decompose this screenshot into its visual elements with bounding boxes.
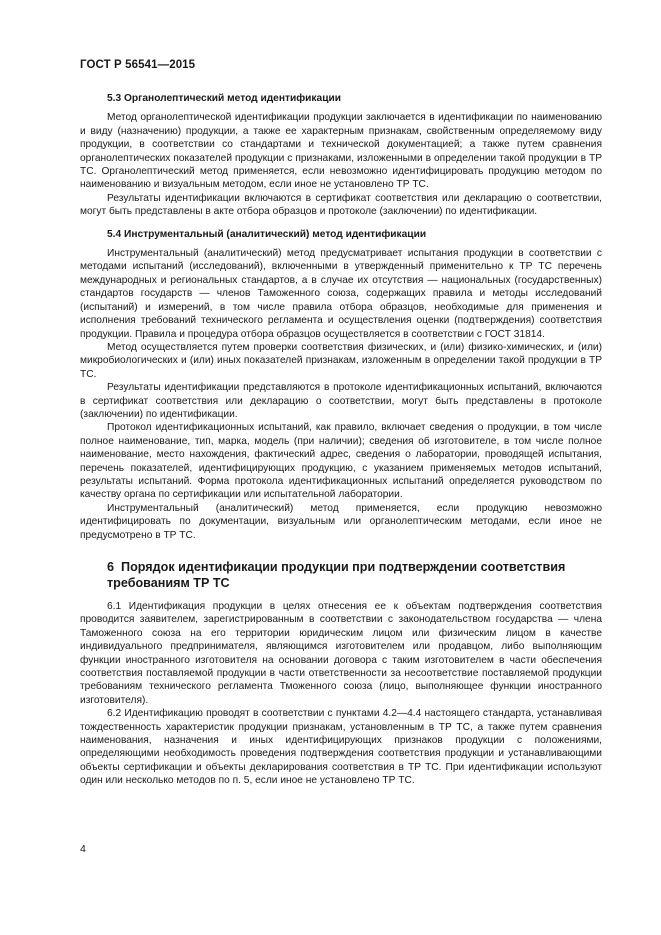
section-5-4-heading: 5.4 Инструментальный (аналитический) метод идентификации <box>107 228 427 240</box>
paragraph: Результаты идентификации включаются в сертификат соответствия или декларацию о соответствии, могут быть представлены в акте отбора образцов и протоколе (заключении) по идентификации. <box>80 192 602 218</box>
paragraph: Протокол идентификационных испытаний, как правило, включает сведения о продукции, в том числе полное наименование, тип, марка, модель (при наличии); сведения об изготовителе, в том числе полное наименование, место нахождения, фактический адрес, сведения о лаборатории, проводящей испытания, перечень показателей, идентифицирующих продукцию, с указанием применяемых методов испытаний, результаты испытаний. Форма протокола идентификационных испытаний определяется руководством по качеству органа по сертификации или испытательной лаборатории. <box>80 422 602 501</box>
paragraph: Инструментальный (аналитический) метод применяется, если продукцию невозможно идентифицировать по документации, визуальным или органолептическим методами, если иное не предусмотрено в ТР ТС. <box>80 502 602 541</box>
paragraph: Метод осуществляется путем проверки соответствия физических, и (или) физико-химических, и (или) микробиологических и (или) иных показателей признакам, изложенным в определении такой продукции в ТР ТС. <box>80 341 602 380</box>
paragraph: 6.1 Идентификация продукции в целях отнесения ее к объектам подтверждения соответствия проводится заявителем, зарегистрированным в соответствии с законодательством государства — члена Таможенного союза на его территории юридическим лицом или физическим лицом в качестве индивидуального предпринимателя, являющимся изготовителем или продавцом, либо выполняющим функции иностранного изготовителя на основании договора с таким изготовителем в части обеспечения соответствия поставляемой продукции в части ответственности за несоответствие поставляемой продукции требованиям технического регламента Тможенного союза (лицо, выполняющее функции иностранного изготовителя). <box>80 601 602 706</box>
section-6-heading <box>107 559 602 591</box>
document-standard-id: ГОСТ Р 56541—2015 <box>80 59 196 71</box>
paragraph: Метод органолептической идентификации продукции заключается в идентификации по наименованию и виду (назначению) продукции, а также ее характерным признакам, свойственным определяемому виду продукции, в соответствии со стандартами и технической документацией; а также путем сравнения органолептических показателей продукции с признаками, изложенными в определении такой продукции в ТР ТС. Органолептический метод применяется, если невозможно идентифицировать продукцию методом по наименованию и визуальным методом, если иное не установлено ТР ТС. <box>80 112 602 191</box>
paragraph: Результаты идентификации представляются в протоколе идентификационных испытаний, включаются в сертификат соответствия или декларацию о соответствии, могут быть представлены в протоколе (заключении) по идентификации. <box>80 382 602 420</box>
paragraph: Инструментальный (аналитический) метод предусматривает испытания продукции в соответствии с методами испытаний (исследований), включенными в утвержденный применительно к ТР ТС перечень международных и региональных стандартов, а в случае их отсутствия — национальных (государственных) стандартов государств — членов Таможенного союза, содержащих правила и методы исследований (испытаний) и измерений, в том числе правила отбора образцов, необходимые для применения и исполнения требований технического регламента и осуществления оценки (подтверждения) соответствия продукции. Правила и процедура отбора образцов осуществляется в соответствии с ГОСТ 31814. <box>80 248 602 340</box>
section-6-title: Порядок идентификации продукции при подтверждении соответствия требованиям ТР ТС <box>107 560 566 590</box>
section-5-3-heading: 5.3 Органолептический метод идентификации <box>107 93 341 104</box>
page-number: 4 <box>80 843 86 855</box>
paragraph: 6.2 Идентификацию проводят в соответствии с пунктами 4.2—4.4 настоящего стандарта, устанавливая тождественность характеристик продукции признакам, установленным в ТР ТС, а также путем сравнения наименования, назначения и иных идентифицирующих признаков продукции с положениями, определяющими необходимость проведения подтверждения соответствия продукции и устанавливающими объекты сертификации и объекты декларирования соответствия в ТР ТС. При идентификации используют один или несколько методов по п. 5, если иное не установлено ТР ТС. <box>80 708 602 787</box>
section-6-number: 6 <box>107 560 115 574</box>
page-content <box>80 92 602 788</box>
